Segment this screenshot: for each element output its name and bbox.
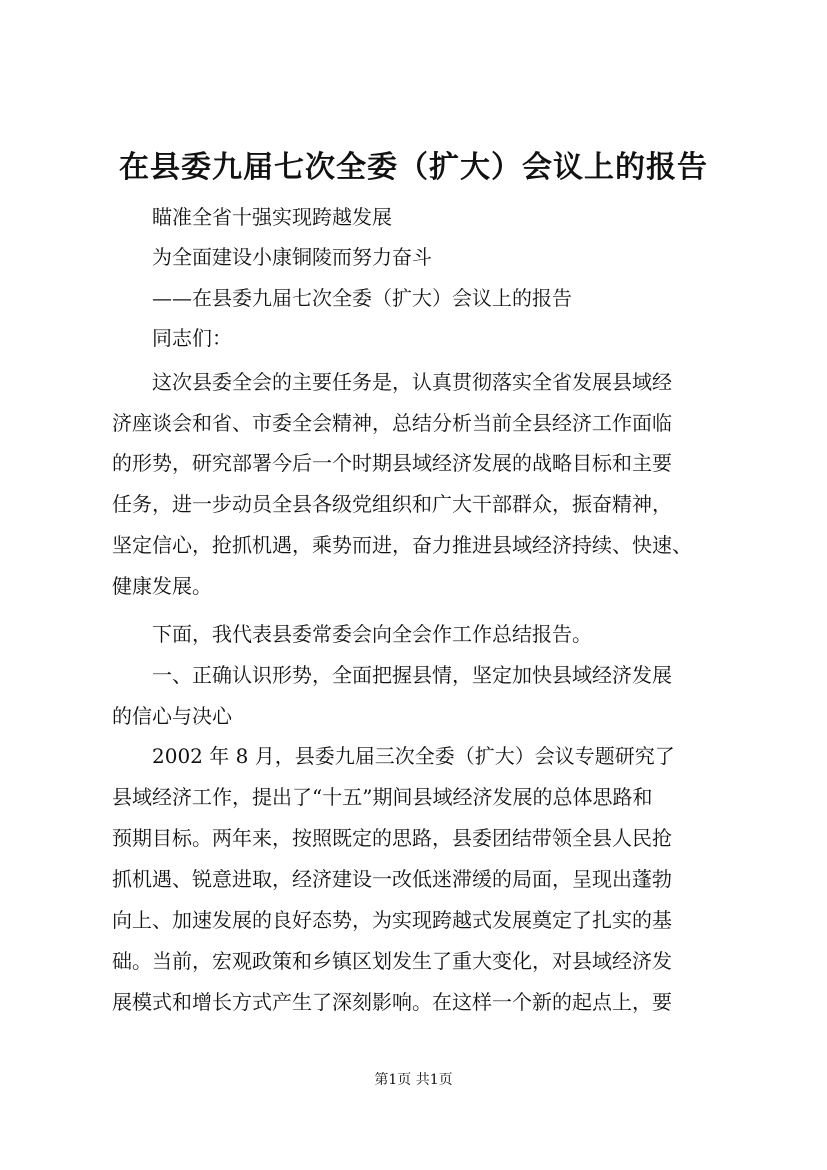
body-line: 的形势，研究部署今后一个时期县域经济发展的战略目标和主要 <box>112 451 672 475</box>
page-footer: 第1页 共1页 <box>374 1072 453 1088</box>
body-line: 2002 年 8 月，县委九届三次全委（扩大）会议专题研究了 <box>152 744 675 768</box>
subtitle-line-1: 瞄准全省十强实现跨越发展 <box>152 205 392 229</box>
body-line: 向上、加速发展的良好态势，为实现跨越式发展奠定了扎实的基 <box>112 908 672 932</box>
body-line: 抓机遇、锐意进取，经济建设一改低迷滞缓的局面，呈现出蓬勃 <box>112 867 672 891</box>
body-line: 这次县委全会的主要任务是，认真贯彻落实全省发展县域经 <box>152 370 672 394</box>
body-line: 任务，进一步动员全县各级党组织和广大干部群众，振奋精神， <box>112 492 672 516</box>
section-heading-line-2: 的信心与决心 <box>112 704 232 728</box>
body-line: 济座谈会和省、市委全会精神，总结分析当前全县经济工作面临 <box>112 411 672 435</box>
section-heading-line-1: 一、正确认识形势，全面把握县情，坚定加快县域经济发展 <box>152 663 672 687</box>
body-line: 预期目标。两年来，按照既定的思路，县委团结带领全县人民抢 <box>112 826 672 850</box>
salutation: 同志们： <box>152 326 232 350</box>
body-line: 健康发展。 <box>112 574 212 598</box>
body-line: 坚定信心，抢抓机遇，乘势而进，奋力推进县域经济持续、快速、 <box>112 533 692 557</box>
body-line: 展模式和增长方式产生了深刻影响。在这样一个新的起点上，要 <box>112 990 672 1014</box>
body-line: 县域经济工作，提出了“十五”期间县域经济发展的总体思路和 <box>112 785 653 809</box>
subtitle-line-3: ——在县委九届七次全委（扩大）会议上的报告 <box>152 286 572 310</box>
body-line: 础。当前，宏观政策和乡镇区划发生了重大变化，对县域经济发 <box>112 949 672 973</box>
body-line: 下面，我代表县委常委会向全会作工作总结报告。 <box>152 622 592 646</box>
subtitle-line-2: 为全面建设小康铜陵而努力奋斗 <box>152 245 432 269</box>
document-title: 在县委九届七次全委（扩大）会议上的报告 <box>119 150 708 185</box>
